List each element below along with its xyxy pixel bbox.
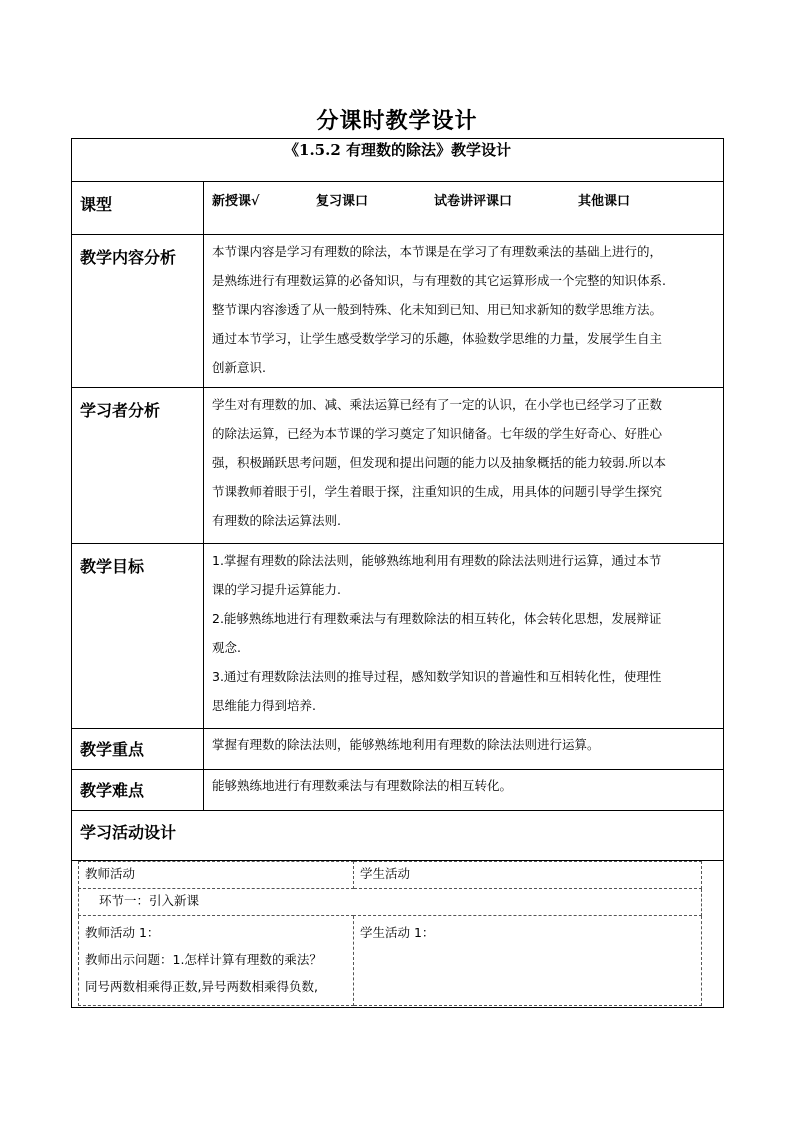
learner-analysis-row <box>72 388 724 544</box>
learner-analysis-text <box>204 388 724 544</box>
learner-analysis-line: 学生对有理数的加、减、乘法运算已经有了一定的认识，在小学也已经学习了正数 <box>212 397 663 412</box>
teacher-activity-header: 教师活动 <box>79 862 354 889</box>
difficulties-text: 能够熟练地进行有理数乘法与有理数除法的相互转化。 <box>204 770 724 811</box>
learner-analysis-line: 节课教师着眼于引，学生着眼于探，注重知识的生成，用具体的问题引导学生探究 <box>212 484 663 499</box>
learner-analysis-line: 强，积极踊跃思考问题，但发现和提出问题的能力以及抽象概括的能力较弱.所以本 <box>212 455 666 470</box>
difficulties-row <box>72 770 724 811</box>
course-type-option-new: 新授课√ <box>212 194 260 209</box>
learner-analysis-line: 的除法运算，已经为本节课的学习奠定了知识储备。七年级的学生好奇心、好胜心 <box>212 426 663 441</box>
content-analysis-line: 创新意识. <box>212 360 266 375</box>
teacher-activity-line: 教师活动 1： <box>85 925 160 940</box>
learner-analysis-line: 有理数的除法运算法则. <box>212 513 341 528</box>
content-analysis-text <box>204 235 724 388</box>
student-activity-line: 学生活动 1： <box>360 925 435 940</box>
course-type-option-exam-review: 试卷讲评课口 <box>434 194 513 209</box>
activity-content <box>72 861 724 1008</box>
objectives-line: 课的学习提升运算能力. <box>212 582 341 597</box>
learner-analysis-label: 学习者分析 <box>72 388 204 544</box>
course-type-option-other: 其他课口 <box>578 194 631 209</box>
content-analysis-row <box>72 235 724 388</box>
content-analysis-line: 通过本节学习，让学生感受数学学习的乐趣，体验数学思维的力量，发展学生自主 <box>212 331 663 346</box>
difficulties-label: 教学难点 <box>72 770 204 811</box>
key-points-text: 掌握有理数的除法法则，能够熟练地利用有理数的除法法则进行运算。 <box>204 729 724 770</box>
activity-table <box>78 861 702 1006</box>
objectives-row <box>72 544 724 729</box>
key-points-row <box>72 729 724 770</box>
objectives-label: 教学目标 <box>72 544 204 729</box>
lesson-subtitle: 《1.5.2 有理数的除法》教学设计 <box>72 139 724 182</box>
activity-content-row <box>72 861 724 1008</box>
objectives-line: 2.能够熟练地进行有理数乘法与有理数除法的相互转化，体会转化思想，发展辩证 <box>212 611 662 626</box>
student-activity-header: 学生活动 <box>354 862 702 889</box>
objectives-line: 1.掌握有理数的除法法则，能够熟练地利用有理数的除法法则进行运算，通过本节 <box>212 553 662 568</box>
section-title: 环节一：引入新课 <box>79 889 702 916</box>
teacher-activity-content <box>79 916 354 1006</box>
document-title: 分课时教学设计 <box>316 108 478 134</box>
objectives-line: 观念. <box>212 640 241 655</box>
objectives-line: 3.通过有理数除法法则的推导过程，感知数学知识的普遍性和互相转化性，使理性 <box>212 669 662 684</box>
activity-header-row <box>72 811 724 861</box>
key-points-label: 教学重点 <box>72 729 204 770</box>
teacher-activity-line: 同号两数相乘得正数,异号两数相乘得负数, <box>85 979 318 994</box>
content-analysis-line: 整节课内容渗透了从一般到特殊、化未知到已知、用已知求新知的数学思维方法。 <box>212 302 663 317</box>
course-type-options <box>204 182 724 235</box>
course-type-row <box>72 182 724 235</box>
objectives-line: 思维能力得到培养. <box>212 698 316 713</box>
course-type-label: 课型 <box>72 182 204 235</box>
content-analysis-line: 是熟练进行有理数运算的必备知识，与有理数的其它运算形成一个完整的知识体系. <box>212 273 666 288</box>
content-analysis-line: 本节课内容是学习有理数的除法，本节课是在学习了有理数乘法的基础上进行的， <box>212 244 663 259</box>
teacher-activity-line: 教师出示问题：1.怎样计算有理数的乘法？ <box>85 952 322 967</box>
content-analysis-label: 教学内容分析 <box>72 235 204 388</box>
lesson-plan-table <box>71 138 724 1008</box>
objectives-text <box>204 544 724 729</box>
activity-design-label: 学习活动设计 <box>72 811 724 861</box>
course-type-option-review: 复习课口 <box>316 194 369 209</box>
student-activity-content <box>354 916 702 1006</box>
